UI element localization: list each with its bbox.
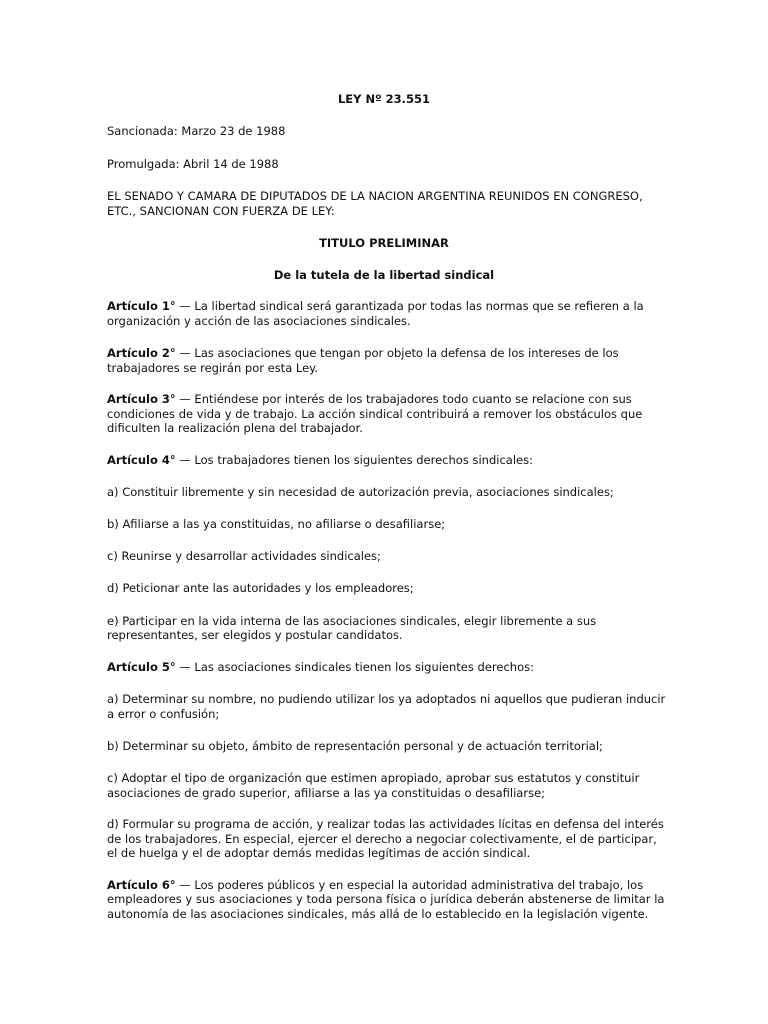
article-4-line — [107, 453, 667, 468]
article-4-item-d: d) Peticionar ante las autoridades y los empleadores; — [107, 581, 414, 595]
article-1-line: organización y acción de las asociaciones sindicales. — [107, 314, 411, 328]
article-4-item-e: representantes, ser elegidos y postular candidatos. — [107, 628, 403, 642]
article-5-item-d: el de huelga y el de adoptar demás medidas legítimas de acción sindical. — [107, 846, 531, 860]
article-3-line: dificulten la realización plena del trabajador. — [107, 421, 363, 435]
article-1-line — [107, 299, 667, 314]
article-1-label: Artículo 1° — [107, 299, 176, 313]
law-title: LEY Nº 23.551 — [337, 92, 430, 106]
article-5-item-b: b) Determinar su objeto, ámbito de representación personal y de actuación territorial; — [107, 739, 603, 753]
article-6-line — [107, 878, 667, 893]
article-4-item-b: b) Afiliarse a las ya constituidas, no afiliarse o desafiliarse; — [107, 517, 446, 531]
article-6-text: — Los poderes públicos y en especial la autoridad administrativa del trabajo, los — [175, 878, 644, 892]
promulgada-date: Promulgada: Abril 14 de 1988 — [107, 157, 279, 171]
section-subtitle: De la tutela de la libertad sindical — [273, 268, 495, 282]
article-2-text: — Las asociaciones que tengan por objeto la defensa de los intereses de los — [175, 346, 619, 360]
article-6-label: Artículo 6° — [107, 878, 176, 892]
article-3-label: Artículo 3° — [107, 392, 176, 406]
article-4-label: Artículo 4° — [107, 453, 176, 467]
preamble-line: EL SENADO Y CAMARA DE DIPUTADOS DE LA NACION ARGENTINA REUNIDOS EN CONGRESO, — [107, 189, 643, 203]
article-4-item-a: a) Constituir libremente y sin necesidad de autorización previa, asociaciones sindicales; — [107, 485, 614, 499]
article-4-item-c: c) Reunirse y desarrollar actividades sindicales; — [107, 549, 381, 563]
article-2-line: trabajadores se regirán por esta Ley. — [107, 361, 318, 375]
article-5-label: Artículo 5° — [107, 660, 176, 674]
article-2-line — [107, 346, 667, 361]
article-6-line: empleadores y sus asociaciones y toda persona física o jurídica deberán abstenerse de limitar la — [107, 892, 665, 906]
article-5-item-d: de los trabajadores. En especial, ejercer el derecho a negociar colectivamente, el de participar, — [107, 832, 657, 846]
article-3-text: — Entiéndese por interés de los trabajadores todo cuanto se relacione con sus — [175, 392, 632, 406]
article-4-text: — Los trabajadores tienen los siguientes derechos sindicales: — [175, 453, 533, 467]
article-4-item-e: e) Participar en la vida interna de las asociaciones sindicales, elegir libremente a sus — [107, 614, 597, 628]
article-5-item-c: asociaciones de grado superior, afiliarse a las ya constituidas o desafiliarse; — [107, 786, 546, 800]
article-5-item-a: a) Determinar su nombre, no pudiendo utilizar los ya adoptados ni aquellos que pudieran inducir — [107, 692, 666, 706]
article-5-text: — Las asociaciones sindicales tienen los siguientes derechos: — [175, 660, 534, 674]
article-5-item-d: d) Formular su programa de acción, y realizar todas las actividades lícitas en defensa del interés — [107, 817, 664, 831]
sancionada-date: Sancionada: Marzo 23 de 1988 — [107, 124, 286, 138]
section-title: TITULO PRELIMINAR — [319, 236, 449, 250]
article-3-line: condiciones de vida y de trabajo. La acción sindical contribuirá a remover los obstáculos que — [107, 407, 643, 421]
preamble-line: ETC., SANCIONAN CON FUERZA DE LEY: — [107, 204, 335, 218]
article-5-line — [107, 660, 667, 675]
article-3-line — [107, 392, 667, 407]
article-5-item-c: c) Adoptar el tipo de organización que estimen apropiado, aprobar sus estatutos y constituir — [107, 771, 640, 785]
article-5-item-a: a error o confusión; — [107, 707, 220, 721]
article-2-label: Artículo 2° — [107, 346, 176, 360]
article-6-line: autonomía de las asociaciones sindicales, más allá de lo establecido en la legislación vigente. — [107, 907, 649, 921]
article-1-text: — La libertad sindical será garantizada por todas las normas que se refieren a la — [175, 299, 644, 313]
